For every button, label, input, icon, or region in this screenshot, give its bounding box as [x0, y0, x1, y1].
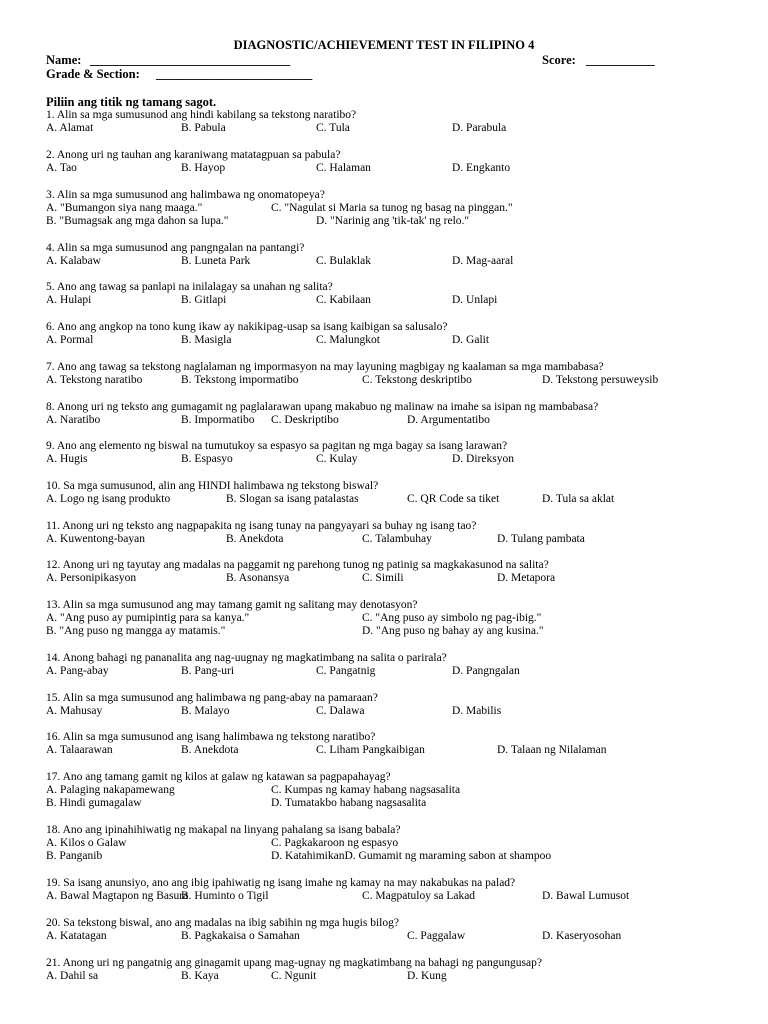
answer-option[interactable]: B. Hayop: [181, 162, 226, 174]
question-stem: 1. Alin sa mga sumusunod ang hindi kabilang sa tekstong naratibo?: [46, 109, 357, 121]
answer-option[interactable]: D. Tumatakbo habang nagsasalita: [271, 797, 427, 809]
question-stem: 16. Alin sa mga sumusunod ang isang halimbawa ng tekstong naratibo?: [46, 731, 376, 743]
answer-option[interactable]: B. Gitlapi: [181, 294, 227, 306]
option-row: [46, 572, 556, 585]
option-row: [46, 744, 607, 757]
answer-option[interactable]: A. Tao: [46, 162, 77, 174]
answer-option[interactable]: B. Tekstong impormatibo: [181, 374, 299, 386]
answer-option[interactable]: A. Hulapi: [46, 294, 92, 306]
question-stem: 13. Alin sa mga sumusunod ang may tamang gamit ng salitang may denotasyon?: [46, 599, 418, 611]
question-21: [46, 957, 542, 983]
answer-option[interactable]: C. Pangatnig: [316, 665, 376, 677]
question-stem: 15. Alin sa mga sumusunod ang halimbawa ng pang-abay na pamaraan?: [46, 692, 378, 704]
answer-option[interactable]: B. Pang-uri: [181, 665, 235, 677]
answer-option[interactable]: A. Pang-abay: [46, 665, 109, 677]
question-18: [46, 824, 552, 863]
answer-option[interactable]: A. Kuwentong-bayan: [46, 533, 146, 545]
question-stem: 12. Anong uri ng tayutay ang madalas na paggamit ng parehong tunog ng patinig sa magkakasunod na salita?: [46, 559, 549, 571]
answer-option[interactable]: C. Simili: [362, 572, 404, 584]
answer-option[interactable]: B. "Ang puso ng mangga ay matamis.": [46, 625, 226, 637]
question-stem: 18. Ano ang ipinahihiwatig ng makapal na linyang pahalang sa isang babala?: [46, 824, 401, 836]
answer-option[interactable]: C. Pagkakaroon ng espasyo: [271, 837, 399, 849]
answer-option[interactable]: C. Malungkot: [316, 334, 380, 346]
answer-option[interactable]: C. Ngunit: [271, 970, 317, 982]
question-stem: 20. Sa tekstong biswal, ano ang madalas na ibig sabihin ng mga hugis bilog?: [46, 917, 399, 929]
answer-option[interactable]: D. Tekstong persuweysib: [542, 374, 659, 386]
answer-option[interactable]: C. QR Code sa tiket: [407, 493, 500, 505]
answer-option[interactable]: A. Palaging nakapamewang: [46, 784, 175, 796]
question-stem: 7. Ano ang tawag sa tekstong naglalaman ng impormasyon na may layuning magbigay ng kaalaman sa mga mambabasa?: [46, 361, 604, 373]
answer-option[interactable]: B. "Bumagsak ang mga dahon sa lupa.": [46, 215, 229, 227]
answer-option[interactable]: D. Mabilis: [452, 705, 502, 717]
answer-option[interactable]: D. Argumentatibo: [407, 414, 490, 426]
question-3: [46, 189, 513, 228]
question-stem: 5. Ano ang tawag sa panlapi na inilalagay sa unahan ng salita?: [46, 281, 333, 293]
answer-option[interactable]: A. Kalabaw: [46, 255, 101, 267]
answer-option[interactable]: D. KatahimikanD. Gumamit ng maraming sabon at shampoo: [271, 850, 552, 862]
question-11: [46, 520, 585, 546]
answer-option[interactable]: B. Hindi gumagalaw: [46, 797, 142, 809]
question-8: [46, 401, 598, 427]
question-14: [46, 652, 520, 678]
answer-option[interactable]: D. Galit: [452, 334, 490, 346]
option-row: [46, 837, 400, 850]
page-title: DIAGNOSTIC/ACHIEVEMENT TEST IN FILIPINO 4: [233, 38, 535, 52]
answer-option[interactable]: B. Asonansya: [226, 572, 290, 584]
question-12: [46, 559, 556, 585]
answer-option[interactable]: B. Luneta Park: [181, 255, 251, 267]
question-2: [46, 149, 511, 175]
answer-option[interactable]: A. Dahil sa: [46, 970, 99, 982]
option-row: [46, 612, 542, 625]
answer-option[interactable]: B. Slogan sa isang patalastas: [226, 493, 359, 505]
question-10: [46, 480, 615, 506]
question-13: [46, 599, 544, 638]
grade-section-label: Grade & Section:: [46, 67, 140, 81]
answer-option[interactable]: D. "Narinig ang 'tik-tak' ng relo.": [316, 215, 470, 227]
question-4: [46, 242, 514, 268]
question-1: [46, 109, 507, 135]
answer-option[interactable]: A. Personipikasyon: [46, 572, 137, 584]
answer-option[interactable]: A. Logo ng isang produkto: [46, 493, 171, 505]
answer-option[interactable]: D. Talaan ng Nilalaman: [497, 744, 607, 756]
answer-option[interactable]: C. "Ang puso ay simbolo ng pag-ibig.": [362, 612, 542, 624]
score-blank[interactable]: ___________: [586, 53, 655, 67]
answer-option[interactable]: A. Bawal Magtapon ng Basura: [46, 890, 189, 902]
answer-option[interactable]: A. Tekstong naratibo: [46, 374, 143, 386]
answer-option[interactable]: C. Kulay: [316, 453, 358, 465]
option-row: [46, 665, 520, 678]
answer-option[interactable]: D. Bawal Lumusot: [542, 890, 630, 902]
option-row: [46, 625, 544, 638]
answer-option[interactable]: D. "Ang puso ng bahay ay ang kusina.": [362, 625, 544, 637]
option-row: [46, 414, 598, 427]
answer-option[interactable]: B. Impormatibo: [181, 414, 255, 426]
option-row: [46, 705, 502, 718]
question-6: [46, 321, 490, 347]
answer-option[interactable]: A. Pormal: [46, 334, 94, 346]
answer-option[interactable]: B. Pabula: [181, 122, 226, 134]
answer-option[interactable]: B. Huminto o Tigil: [181, 890, 269, 902]
answer-option[interactable]: B. Espasyo: [181, 453, 233, 465]
name-blank[interactable]: ________________________________: [90, 53, 290, 67]
answer-option[interactable]: B. Kaya: [181, 970, 219, 982]
answer-option[interactable]: A. "Bumangon siya nang maaga.": [46, 202, 203, 214]
answer-option[interactable]: C. Dalawa: [316, 705, 365, 717]
answer-option[interactable]: D. Unlapi: [452, 294, 498, 306]
answer-option[interactable]: B. Masigla: [181, 334, 232, 346]
answer-option[interactable]: C. Paggalaw: [407, 930, 466, 942]
option-row: [46, 202, 513, 215]
question-5: [46, 281, 498, 307]
answer-option[interactable]: B. Panganib: [46, 850, 103, 862]
option-row: [46, 784, 461, 797]
question-stem: 11. Anong uri ng teksto ang nagpapakita ng isang tunay na pangyayari sa buhay ng isang tao?: [46, 520, 477, 532]
answer-option[interactable]: A. Kilos o Galaw: [46, 837, 127, 849]
answer-option[interactable]: D. Mag-aaral: [452, 255, 514, 267]
question-stem: 17. Ano ang tamang gamit ng kilos at galaw ng katawan sa pagpapahayag?: [46, 771, 391, 783]
option-row: [46, 493, 615, 506]
question-19: [46, 877, 630, 903]
answer-option[interactable]: D. Kaseryosohan: [542, 930, 622, 942]
question-stem: 8. Anong uri ng teksto ang gumagamit ng paglalarawan upang makabuo ng malinaw na imahe sa isipan ng mambabasa?: [46, 401, 599, 413]
option-row: [46, 162, 511, 175]
option-row: [46, 294, 498, 307]
answer-option[interactable]: B. Anekdota: [181, 744, 239, 756]
question-stem: 2. Anong uri ng tauhan ang karaniwang matatagpuan sa pabula?: [46, 149, 341, 161]
answer-option[interactable]: C. Magpatuloy sa Lakad: [362, 890, 476, 902]
question-stem: 3. Alin sa mga sumusunod ang halimbawa ng onomatopeya?: [46, 189, 325, 201]
answer-option[interactable]: D. Kung: [407, 970, 447, 982]
instructions: Piliin ang titik ng tamang sagot.: [46, 95, 217, 109]
answer-option[interactable]: A. Mahusay: [46, 705, 103, 717]
answer-option[interactable]: D. Parabula: [452, 122, 507, 134]
question-stem: 6. Ano ang angkop na tono kung ikaw ay nakikipag-usap sa isang kaibigan sa salusalo?: [46, 321, 448, 333]
answer-option[interactable]: C. Halaman: [316, 162, 371, 174]
answer-option[interactable]: C. Kumpas ng kamay habang nagsasalita: [271, 784, 461, 796]
answer-option[interactable]: A. Alamat: [46, 122, 94, 134]
option-row: [46, 533, 585, 546]
answer-option[interactable]: C. Tekstong deskriptibo: [362, 374, 472, 386]
option-row: [46, 970, 542, 983]
question-9: [46, 440, 514, 466]
answer-option[interactable]: C. Tula: [316, 122, 350, 134]
option-row: [46, 215, 470, 228]
answer-option[interactable]: A. Talaarawan: [46, 744, 113, 756]
score-label: Score:: [542, 53, 576, 67]
question-stem: 19. Sa isang anunsiyo, ano ang ibig ipahiwatig ng isang imahe ng kamay na may nakabukas na palad?: [46, 877, 516, 889]
answer-option[interactable]: D. Metapora: [497, 572, 556, 584]
option-row: [46, 122, 507, 135]
answer-option[interactable]: D. Direksyon: [452, 453, 514, 465]
answer-option[interactable]: C. Liham Pangkaibigan: [316, 744, 425, 756]
answer-option[interactable]: D. Tula sa aklat: [542, 493, 615, 505]
question-stem: 21. Anong uri ng pangatnig ang ginagamit upang mag-ugnay ng magkatimbang na bahagi ng pangungusap?: [46, 957, 542, 969]
answer-option[interactable]: C. Bulaklak: [316, 255, 371, 267]
question-stem: 9. Ano ang elemento ng biswal na tumutukoy sa espasyo sa pagitan ng mga bagay sa isang larawan?: [46, 440, 508, 452]
question-15: [46, 692, 502, 718]
option-row: [46, 890, 630, 903]
option-row: [46, 797, 427, 810]
answer-option[interactable]: D. Pangngalan: [452, 665, 520, 677]
answer-option[interactable]: B. Pagkakaisa o Samahan: [181, 930, 300, 942]
answer-option[interactable]: C. Kabilaan: [316, 294, 371, 306]
question-stem: 4. Alin sa mga sumusunod ang pangngalan na pantangi?: [46, 242, 305, 254]
question-16: [46, 731, 607, 757]
answer-option[interactable]: C. Talambuhay: [362, 533, 432, 545]
answer-option[interactable]: A. Naratibo: [46, 414, 101, 426]
answer-option[interactable]: C. Deskriptibo: [271, 414, 339, 426]
grade-section-blank[interactable]: _________________________: [156, 67, 313, 81]
question-stem: 14. Anong bahagi ng pananalita ang nag-uugnay ng magkatimbang na salita o parirala?: [46, 652, 447, 664]
question-7: [46, 361, 659, 387]
option-row: [46, 374, 659, 387]
answer-option[interactable]: B. Malayo: [181, 705, 230, 717]
answer-option[interactable]: D. Engkanto: [452, 162, 511, 174]
answer-option[interactable]: B. Anekdota: [226, 533, 284, 545]
answer-option[interactable]: A. "Ang puso ay pumipintig para sa kanya.": [46, 612, 250, 624]
question-17: [46, 771, 461, 810]
option-row: [46, 255, 514, 268]
name-label: Name:: [46, 53, 82, 67]
answer-option[interactable]: A. Hugis: [46, 453, 88, 465]
option-row: [46, 334, 490, 347]
option-row: [46, 850, 552, 863]
answer-option[interactable]: A. Katatagan: [46, 930, 107, 942]
question-20: [46, 917, 622, 943]
question-stem: 10. Sa mga sumusunod, alin ang HINDI halimbawa ng tekstong biswal?: [46, 480, 379, 492]
option-row: [46, 453, 514, 466]
answer-option[interactable]: D. Tulang pambata: [497, 533, 585, 545]
option-row: [46, 930, 622, 943]
answer-option[interactable]: C. "Nagulat si Maria sa tunog ng basag na pinggan.": [271, 202, 513, 214]
